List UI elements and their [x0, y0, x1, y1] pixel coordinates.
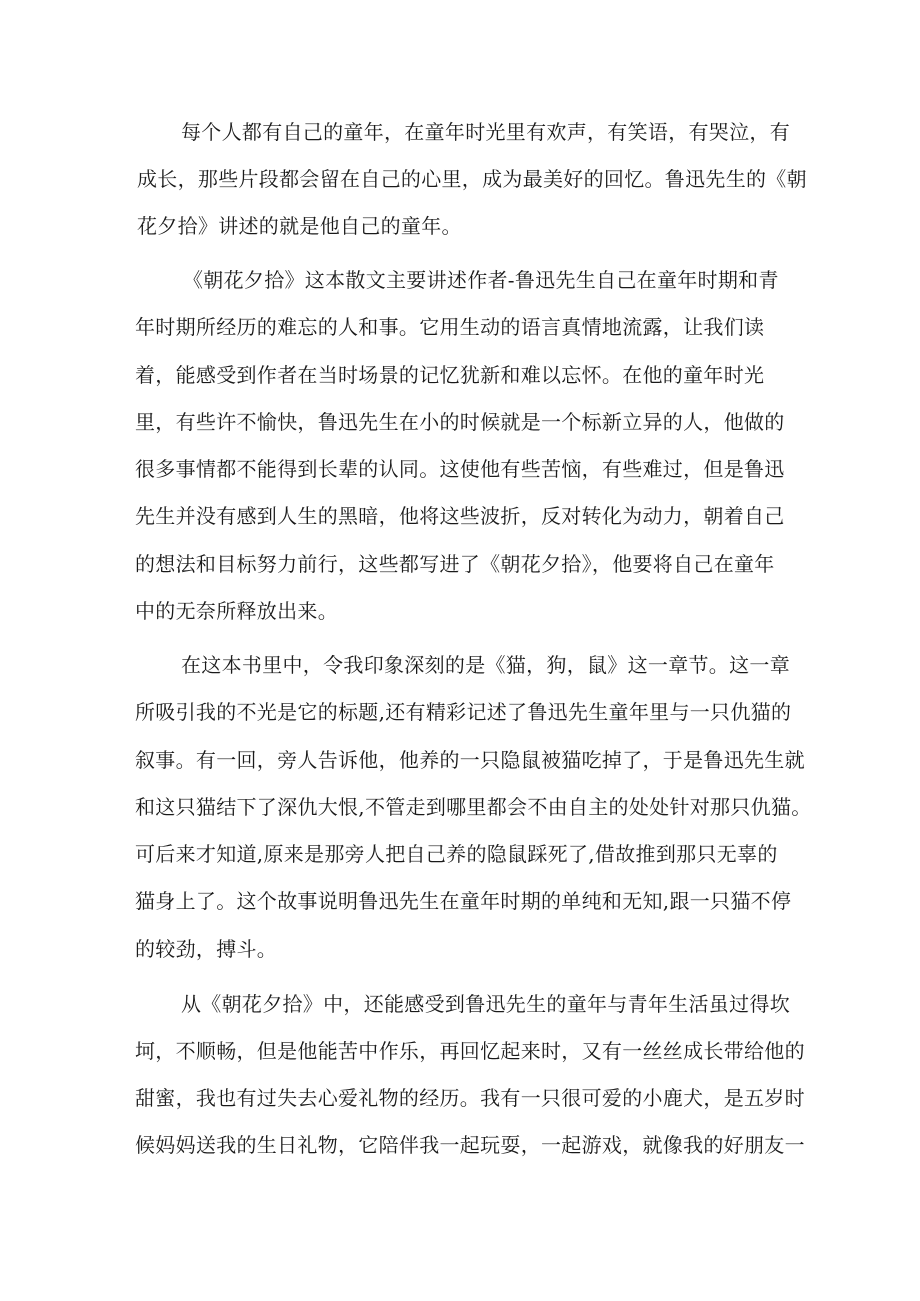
paragraph-line: 坷，不顺畅，但是他能苦中作乐，再回忆起来时，又有一丝丝成长带给他的: [135, 1039, 805, 1063]
paragraph-line: 在这本书里中，令我印象深刻的是《猫，狗，鼠》这一章节。这一章: [181, 653, 790, 677]
paragraph-line: 里，有些许不愉快，鲁迅先生在小的时候就是一个标新立异的人，他做的: [135, 410, 785, 434]
paragraph-line: 甜蜜，我也有过失去心爱礼物的经历。我有一只很可爱的小鹿犬，是五岁时: [135, 1086, 805, 1110]
paragraph-line: 的较劲，搏斗。: [135, 937, 278, 961]
paragraph-line: 中的无奈所释放出来。: [135, 599, 338, 623]
paragraph-line: 年时期所经历的难忘的人和事。它用生动的语言真情地流露，让我们读: [135, 315, 765, 339]
paragraph-line: 着，能感受到作者在当时场景的记忆犹新和难以忘怀。在他的童年时光: [135, 363, 765, 387]
paragraph-line: 叙事。有一回，旁人告诉他，他养的一只隐鼠被猫吃掉了，于是鲁迅先生就: [135, 748, 805, 772]
paragraph-line: 的想法和目标努力前行，这些都写进了《朝花夕拾》，他要将自己在童年: [135, 552, 775, 576]
paragraph-line: 所吸引我的不光是它的标题,还有精彩记述了鲁迅先生童年里与一只仇猫的: [135, 700, 792, 724]
paragraph-line: 花夕拾》讲述的就是他自己的童年。: [137, 214, 462, 238]
paragraph-line: 从《朝花夕拾》中，还能感受到鲁迅先生的童年与青年生活虽过得坎: [181, 992, 790, 1016]
paragraph-line: 成长，那些片段都会留在自己的心里，成为最美好的回忆。鲁迅先生的《朝: [137, 167, 807, 191]
paragraph-line: 猫身上了。这个故事说明鲁迅先生在童年时期的单纯和无知,跟一只猫不停: [135, 889, 792, 913]
paragraph-line: 候妈妈送我的生日礼物，它陪伴我一起玩耍，一起游戏，就像我的好朋友一: [135, 1133, 805, 1157]
paragraph-line: 很多事情都不能得到长辈的认同。这使他有些苦恼，有些难过，但是鲁迅: [135, 457, 785, 481]
paragraph-line: 和这只猫结下了深仇大恨,不管走到哪里都会不由自主的处处针对那只仇猫。: [135, 795, 812, 819]
paragraph-line: 每个人都有自己的童年，在童年时光里有欢声，有笑语，有哭泣，有: [181, 120, 790, 144]
paragraph-line: 先生并没有感到人生的黑暗，他将这些波折，反对转化为动力，朝着自己: [135, 504, 785, 528]
paragraph-line: 《朝花夕拾》这本散文主要讲述作者-鲁迅先生自己在童年时期和青: [183, 268, 779, 292]
paragraph-line: 可后来才知道,原来是那旁人把自己养的隐鼠踩死了,借故推到那只无辜的: [135, 842, 778, 866]
